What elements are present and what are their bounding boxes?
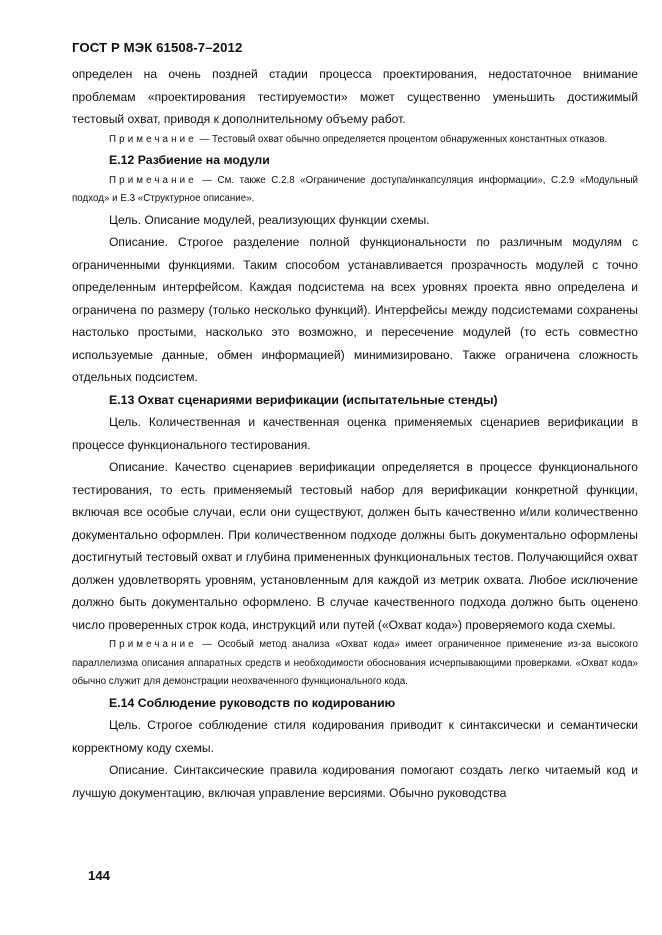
section-heading-e12: Е.12 Разбиение на модули bbox=[109, 153, 270, 167]
note-label: Примечание bbox=[109, 639, 197, 650]
paragraph-continuation: определен на очень поздней стадии процесса проектирования, недостаточное внимание проблемам «проектирования тестируемости» может существенно уменьшить достижимый тестовый охват, приводя к дополнительному объему работ. bbox=[72, 67, 638, 126]
note-see-also bbox=[72, 172, 638, 209]
paragraph-description-e14: Описание. Синтаксические правила кодирования помогают создать легко читаемый код и лучшую документацию, включая управление версиями. Обычно руководства bbox=[72, 763, 638, 800]
page-body bbox=[72, 63, 638, 804]
note-label: Примечание bbox=[109, 133, 197, 145]
note-text: — Тестовый охват обычно определяется процентом обнаруженных константных отказов. bbox=[196, 133, 608, 145]
section-heading-e13: Е.13 Охват сценариями верификации (испытательные стенды) bbox=[109, 392, 498, 407]
note-code-coverage bbox=[72, 636, 638, 692]
paragraph-description-e12: Описание. Строгое разделение полной функциональности по различным модулям с ограниченными функциями. Таким способом устанавливается прозрачность модулей с точно определенным интерфейсом. Каждая подсистема на всех уровнях проекта явно определена и ограничена по размеру (только несколько функций). Интерфейсы между подсистемами сохранены настолько простыми, насколько это возможно, и пересечение модулей (то есть совместно используемые данные, обмен информацией) минимизировано. Также ограничена сложность отдельных подсистем. bbox=[72, 235, 638, 384]
page-number: 144 bbox=[88, 868, 111, 883]
paragraph-goal-e12: Цель. Описание модулей, реализующих функции схемы. bbox=[109, 212, 430, 227]
section-heading-e14: Е.14 Соблюдение руководств по кодированию bbox=[109, 695, 396, 710]
paragraph-goal-e13: Цель. Количественная и качественная оценка применяемых сценариев верификации в процессе функционального тестирования. bbox=[72, 415, 638, 452]
note-text: — Особый метод анализа «Охват кода» имеет ограниченное применение из-за высокого параллелизма описания аппаратных средств и необходимости обоснования исчерпывающими проверками. «Охват кода» обычно служит для демонстрации неохваченного функционального кода. bbox=[72, 639, 638, 687]
note-label: Примечание bbox=[109, 174, 197, 186]
page-header: ГОСТ Р МЭК 61508-7–2012 bbox=[72, 40, 243, 55]
note-test-coverage bbox=[72, 131, 638, 150]
paragraph-description-e13: Описание. Качество сценариев верификации определяется в процессе функционального тестирования, то есть применяемый тестовый набор для верификации конкретной функции, включая все особые случаи, если они существуют, должен быть качественно и/или количественно документально оформлен. При количественном подходе должны быть документально оформлены достигнутый тестовый охват и глубина примененных функциональных тестов. Получающийся охват должен удовлетворять уровням, установленным для каждой из метрик охвата. Любое исключение должно быть документально оформлено. В случае качественного подхода должно быть оценено число проверенных строк кода, инструкций или путей («Охват кода») проверяемого кода схемы. bbox=[72, 460, 638, 632]
paragraph-goal-e14: Цель. Строгое соблюдение стиля кодирования приводит к синтаксически и семантически корректному коду схемы. bbox=[72, 718, 638, 755]
note-text: — См. также С.2.8 «Ограничение доступа/инкапсуляция информации», С.2.9 «Модульный подход» и Е.3 «Структурное описание». bbox=[72, 174, 638, 204]
